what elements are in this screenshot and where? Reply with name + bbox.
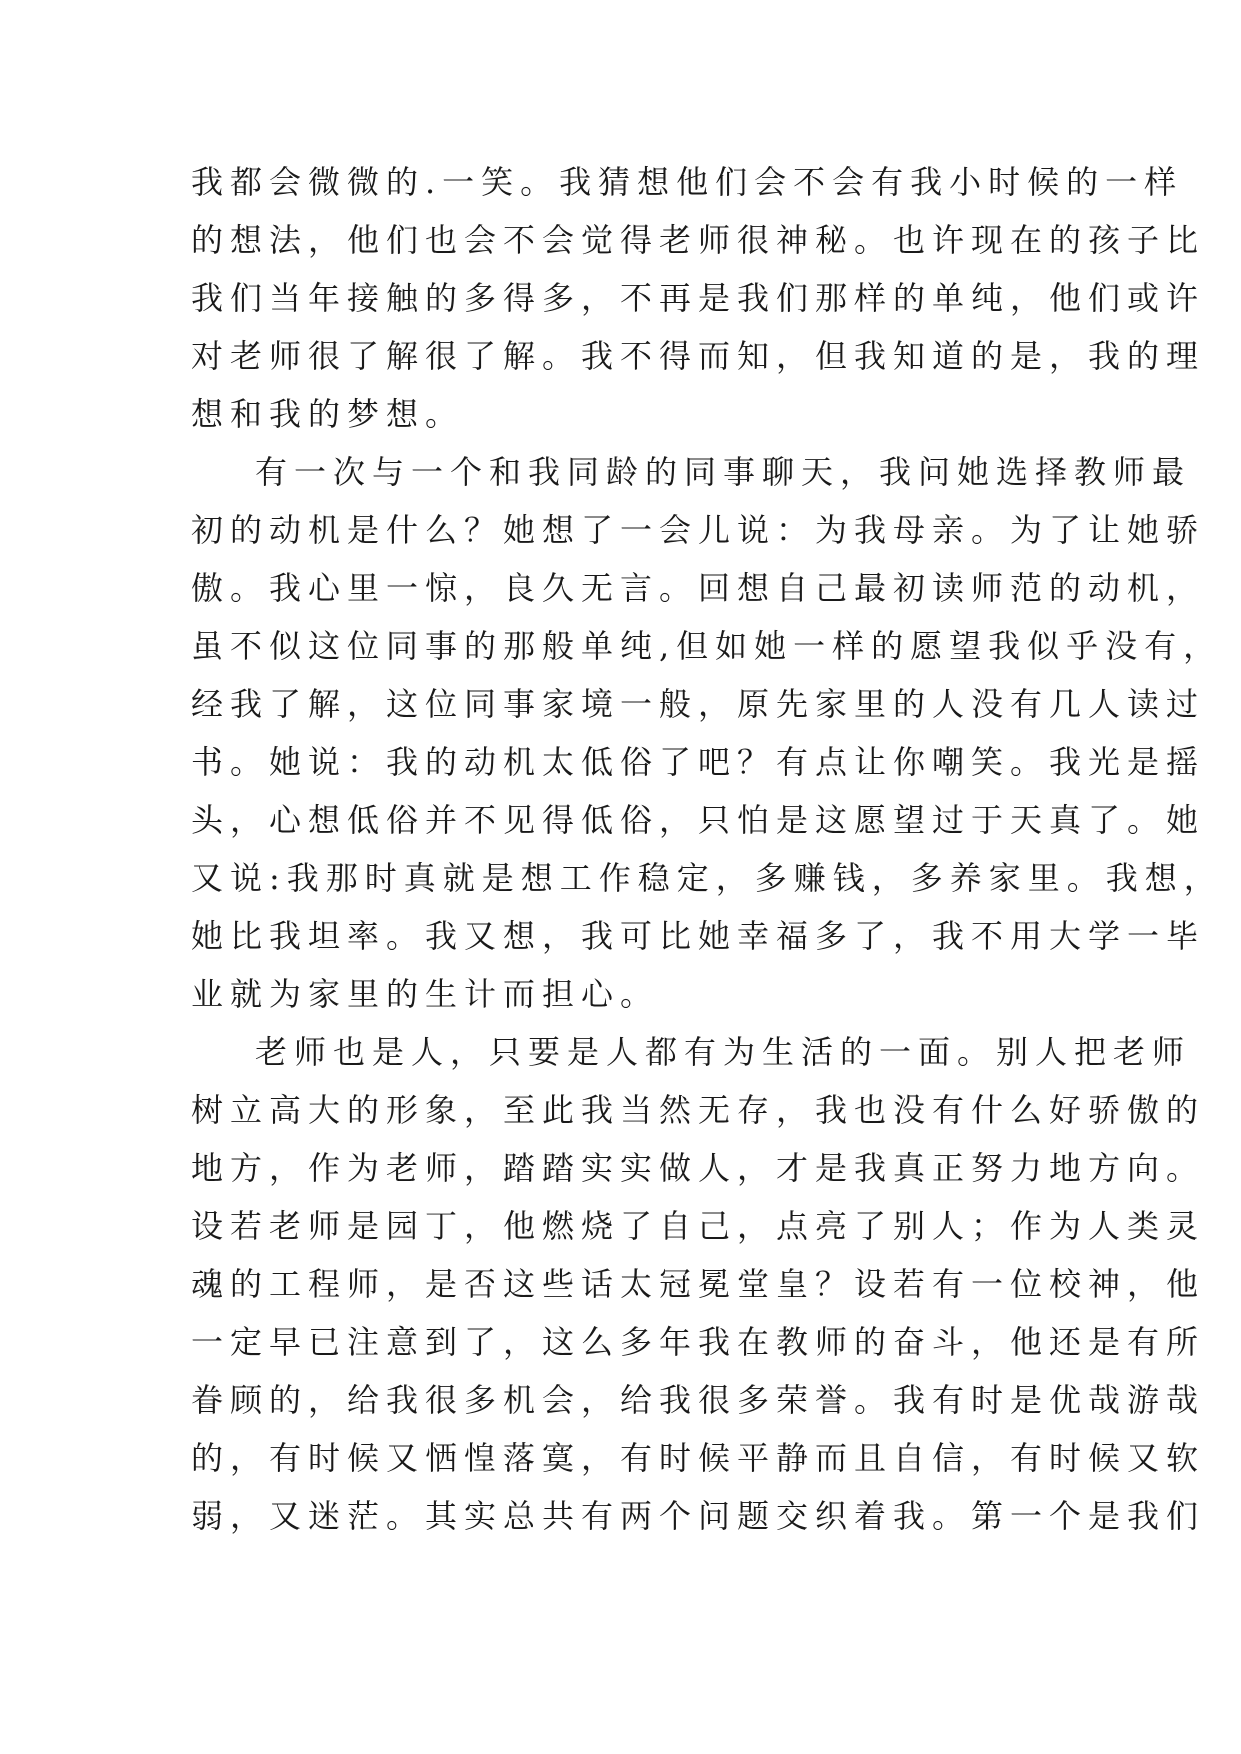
text-line: 傲。我心里一惊，良久无言。回想自己最初读师范的动机，: [191, 569, 1206, 607]
paragraph-first-line: 有一次与一个和我同龄的同事聊天，我问她选择教师最: [255, 453, 1192, 491]
text-line: 魂的工程师，是否这些话太冠冕堂皇？设若有一位校神，他: [191, 1265, 1206, 1303]
text-line: 业就为家里的生计而担心。: [191, 975, 660, 1013]
text-line: 又说:我那时真就是想工作稳定，多赚钱，多养家里。我想，: [191, 859, 1223, 897]
text-line: 虽不似这位同事的那般单纯,但如她一样的愿望我似乎没有，: [191, 627, 1223, 665]
text-line: 初的动机是什么？她想了一会儿说：为我母亲。为了让她骄: [191, 511, 1206, 549]
text-line: 经我了解，这位同事家境一般，原先家里的人没有几人读过: [191, 685, 1206, 723]
text-line: 对老师很了解很了解。我不得而知，但我知道的是，我的理: [191, 337, 1206, 375]
text-line: 弱，又迷茫。其实总共有两个问题交织着我。第一个是我们: [191, 1497, 1206, 1535]
text-line: 设若老师是园丁，他燃烧了自己，点亮了别人；作为人类灵: [191, 1207, 1206, 1245]
text-line: 想和我的梦想。: [191, 395, 465, 433]
text-line: 头，心想低俗并不见得低俗，只怕是这愿望过于天真了。她: [191, 801, 1206, 839]
text-line: 我都会微微的.一笑。我猜想他们会不会有我小时候的一样: [191, 163, 1184, 201]
text-line: 树立高大的形象，至此我当然无存，我也没有什么好骄傲的: [191, 1091, 1206, 1129]
text-line: 的想法，他们也会不会觉得老师很神秘。也许现在的孩子比: [191, 221, 1206, 259]
text-line: 的，有时候又恓惶落寞，有时候平静而且自信，有时候又软: [191, 1439, 1206, 1477]
text-line: 书。她说：我的动机太低俗了吧？有点让你嘲笑。我光是摇: [191, 743, 1206, 781]
text-line: 她比我坦率。我又想，我可比她幸福多了，我不用大学一毕: [191, 917, 1206, 955]
paragraph-first-line: 老师也是人，只要是人都有为生活的一面。别人把老师: [255, 1033, 1192, 1071]
text-line: 地方，作为老师，踏踏实实做人，才是我真正努力地方向。: [191, 1149, 1206, 1187]
text-line: 眷顾的，给我很多机会，给我很多荣誉。我有时是优哉游哉: [191, 1381, 1206, 1419]
text-line: 一定早已注意到了，这么多年我在教师的奋斗，他还是有所: [191, 1323, 1206, 1361]
text-line: 我们当年接触的多得多，不再是我们那样的单纯，他们或许: [191, 279, 1206, 317]
